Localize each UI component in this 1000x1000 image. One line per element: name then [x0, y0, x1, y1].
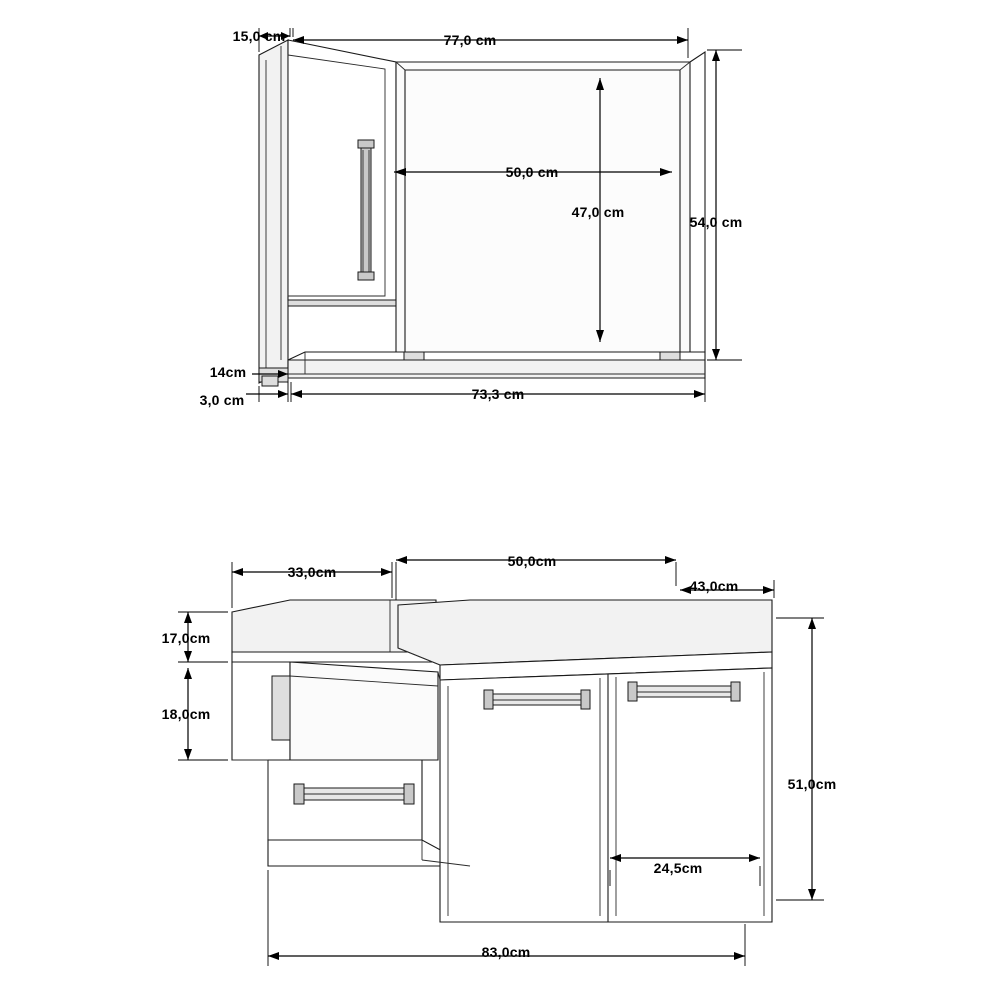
- left-door-handle-cap-b: [581, 690, 590, 709]
- dim-label-shelf-thickness: 3,0 cm: [199, 392, 245, 408]
- dim-label-unit-height: 54,0 cm: [689, 214, 743, 230]
- dim-label-right-depth: 43,0cm: [689, 578, 739, 594]
- right-door-handle-cap-a: [628, 682, 637, 701]
- dim-label-total-width: 83,0cm: [481, 944, 531, 960]
- cabinet-handle-top: [358, 140, 374, 148]
- dim-label-mirror-height: 47,0 cm: [571, 204, 625, 220]
- left-countertop-edge: [232, 652, 436, 662]
- left-door-handle: [484, 694, 590, 705]
- upper-side-panel: [259, 40, 288, 383]
- dim-label-door-width: 24,5cm: [653, 860, 703, 876]
- left-box-back-panel: [272, 676, 290, 740]
- drawer-handle-right-cap: [404, 784, 414, 804]
- upper-foot: [262, 376, 278, 386]
- mirror-glass: [407, 72, 678, 350]
- dim-label-shelf-depth: 14cm: [209, 364, 247, 380]
- dim-label-mirror-width: 50,0 cm: [505, 164, 559, 180]
- upper-cabinet-base: [288, 300, 396, 306]
- left-door-handle-cap-a: [484, 690, 493, 709]
- right-door-handle-cap-b: [731, 682, 740, 701]
- upper-shelf-top: [288, 352, 705, 360]
- upper-right-edge: [690, 52, 705, 360]
- dim-label-left-width: 33,0cm: [287, 564, 337, 580]
- right-door-handle: [628, 686, 740, 697]
- upper-unit-drawing: [259, 40, 705, 386]
- cabinet-handle-bottom: [358, 272, 374, 280]
- dim-label-depth-top: 15,0 cm: [232, 28, 286, 44]
- dim-label-drawer-height: 18,0cm: [161, 706, 211, 722]
- cabinet-handle: [361, 140, 371, 280]
- left-box-inner: [290, 662, 438, 760]
- drawer-handle-left-cap: [294, 784, 304, 804]
- dim-label-total-height: 51,0cm: [787, 776, 837, 792]
- dim-label-top-height: 17,0cm: [161, 630, 211, 646]
- mirror-bracket-right: [660, 352, 680, 360]
- dim-label-center-width: 50,0cm: [507, 553, 557, 569]
- upper-cabinet-door: [288, 40, 396, 300]
- upper-shelf-front: [288, 360, 705, 378]
- mirror-bracket-left: [404, 352, 424, 360]
- dim-label-width-top: 77,0 cm: [443, 32, 497, 48]
- dim-label-shelf-width: 73,3 cm: [471, 386, 525, 402]
